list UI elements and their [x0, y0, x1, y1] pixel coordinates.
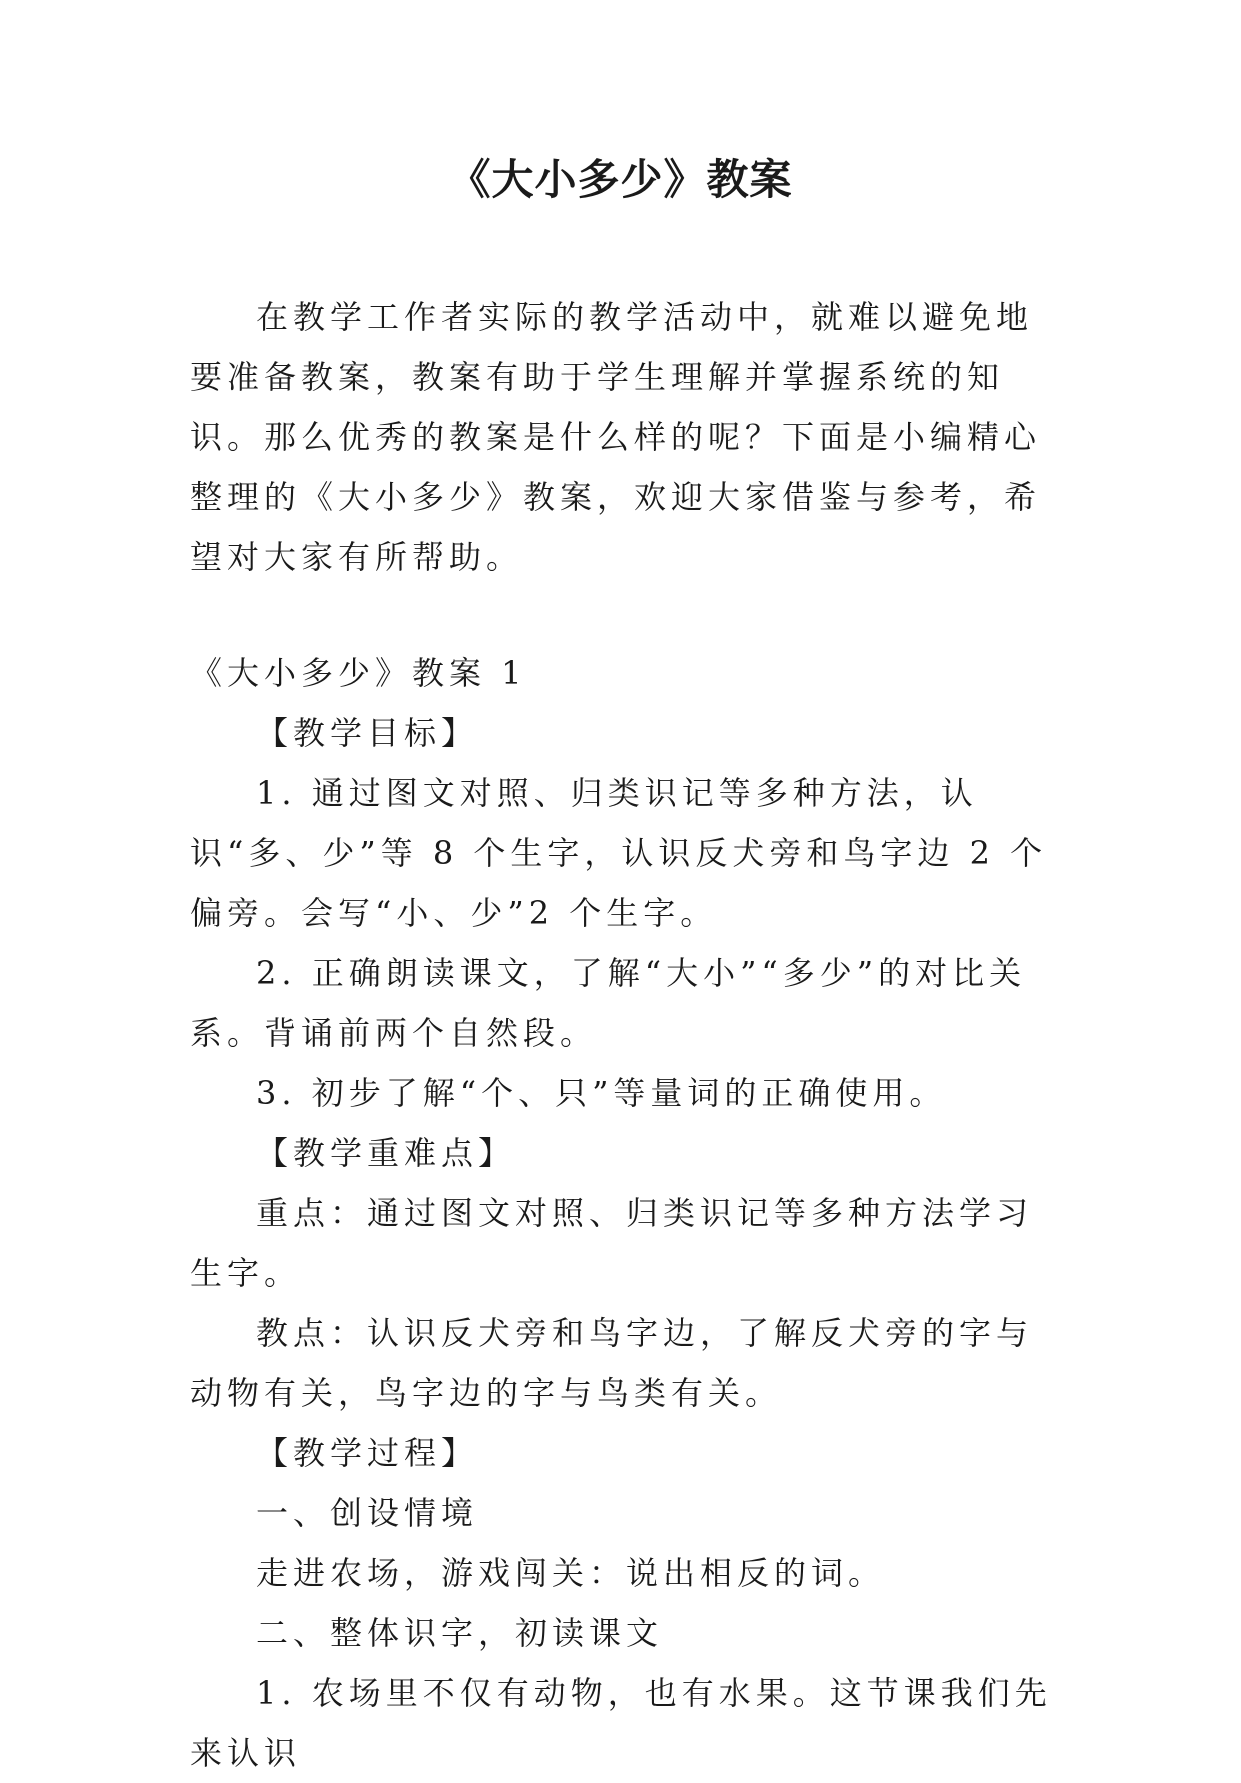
intro-paragraph: 在教学工作者实际的教学活动中，就难以避免地要准备教案，教案有助于学生理解并掌握系统的知识。那么优秀的教案是什么样的呢？下面是小编精心整理的《大小多少》教案，欢迎大家借鉴与参考，希望对大家有所帮助。 — [190, 298, 1042, 576]
document-body — [190, 287, 1052, 1783]
document-title: 《大小多少》教案 — [448, 155, 793, 204]
keypoint-text: 重点：通过图文对照、归类识记等多种方法学习生字。 — [190, 1194, 1034, 1292]
objective-3: 3. 初步了解“个、只”等量词的正确使用。 — [256, 1074, 947, 1112]
step-2-item-1: 1. 农场里不仅有动物，也有水果。这节课我们先来认识 — [190, 1674, 1052, 1772]
keypoints-heading: 【教学重难点】 — [256, 1134, 516, 1172]
section-heading: 《大小多少》教案 1 — [190, 654, 527, 692]
section-spacer — [190, 587, 1052, 643]
objective-1: 1. 通过图文对照、归类识记等多种方法，认识“多、少”等 8 个生字，认识反犬旁和鸟字边 2 个偏旁。会写“小、少”2 个生字。 — [190, 774, 1048, 932]
process-heading: 【教学过程】 — [256, 1434, 479, 1472]
step-1-text: 走进农场，游戏闯关：说出相反的词。 — [256, 1554, 886, 1592]
objectives-heading: 【教学目标】 — [256, 714, 479, 752]
objective-2: 2. 正确朗读课文，了解“大小”“多少”的对比关系。背诵前两个自然段。 — [190, 954, 1027, 1052]
step-1-title: 一、创设情境 — [256, 1494, 479, 1532]
difficulty-text: 教点：认识反犬旁和鸟字边，了解反犬旁的字与动物有关，鸟字边的字与鸟类有关。 — [190, 1314, 1034, 1412]
step-2-title: 二、整体识字，初读课文 — [256, 1614, 664, 1652]
